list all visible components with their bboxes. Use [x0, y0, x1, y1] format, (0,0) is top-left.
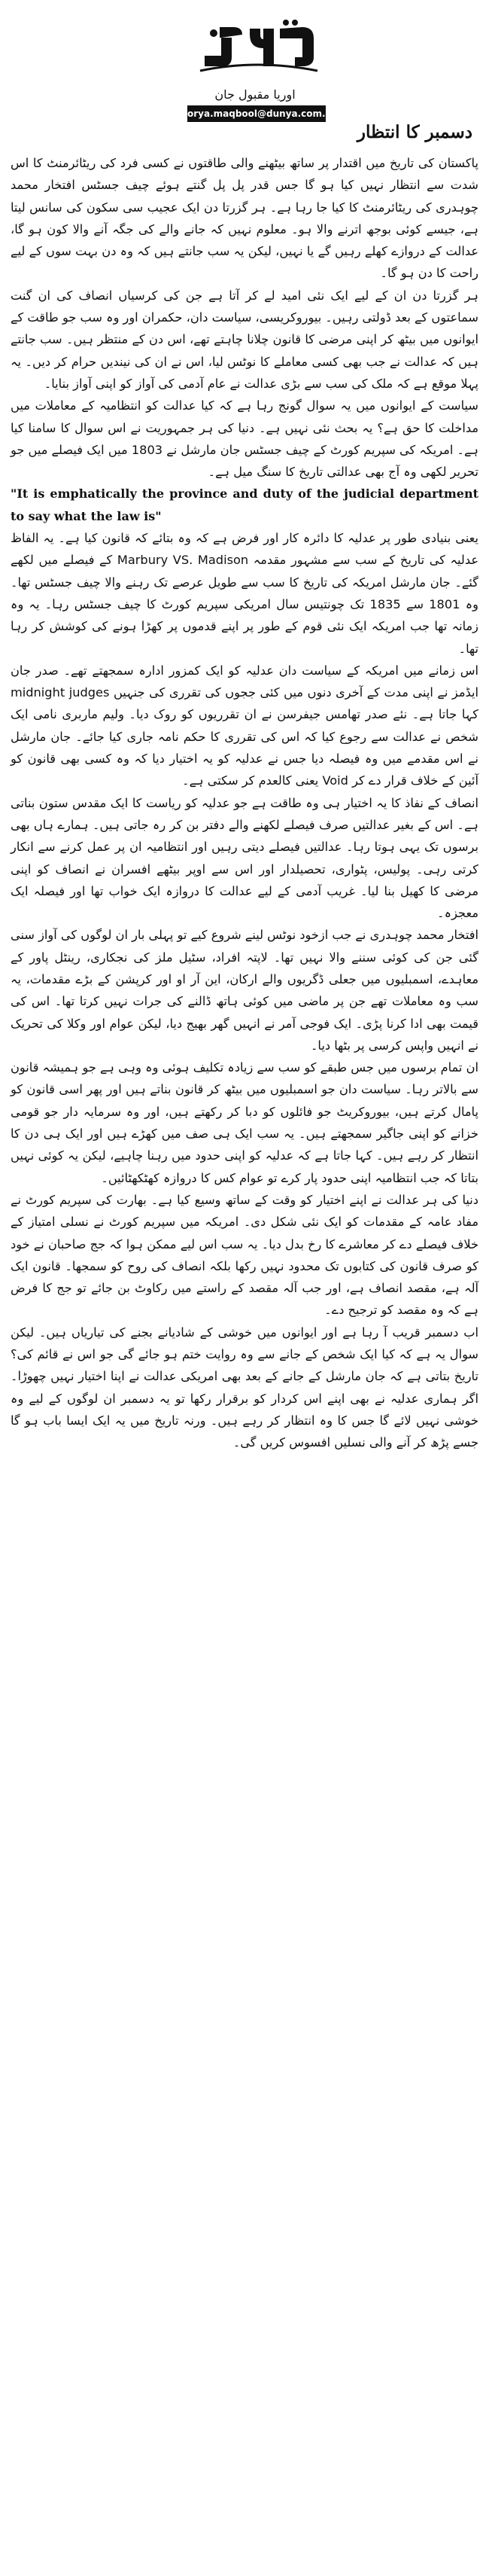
- article-paragraph: اب دسمبر قریب آ رہا ہے اور ایوانوں میں خوشی کے شادیانے بجنے کی تیاریاں ہیں۔ لیکن سوال یہ ہے کہ کیا ایک شخص کے جانے سے وہ روایت ختم ہو جائے گی جو اس نے قائم کی؟ تاریخ بتاتی ہے کہ جان مارشل کے جانے کے بعد بھی امریکی عدالت نے اپنا اختیار نہیں چھوڑا۔ اگر ہماری عدلیہ نے بھی اپنے اس کردار کو برقرار رکھا تو یہ دسمبر ان لوگوں کے لیے وہ خوشی نہیں لائے گا جس کا وہ انتظار کر رہے ہیں۔ ورنہ تاریخ میں یہ ایک ایسا باب ہو گا جسے پڑھ کر آنے والی نسلیں افسوس کریں گی۔: [11, 1325, 478, 1450]
- column-header: [11, 9, 478, 143]
- article-paragraph: اس زمانے میں امریکہ کے سیاست دان عدلیہ کو ایک کمزور ادارہ سمجھتے تھے۔ صدر جان ایڈمز نے اپنی مدت کے آخری دنوں میں کئی ججوں کی تقرری کی جنہیں midnight judges کہا جاتا ہے۔ نئے صدر تھامس جیفرسن نے ان تقرریوں کو روک دیا۔ ولیم ماربری نامی ایک شخص نے عدالت سے رجوع کیا کہ اس کی تقرری کا حکم نامہ جاری کیا جائے۔ جان مارشل نے اس مقدمے میں وہ فیصلہ دیا جس نے عدلیہ کو یہ اختیار دیا کہ وہ کسی بھی قانون کو آئین کے خلاف قرار دے کر Void یعنی کالعدم کر سکتی ہے۔: [11, 663, 479, 788]
- article-paragraph: سیاست کے ایوانوں میں یہ سوال گونج رہا ہے کہ کیا عدالت کو انتظامیہ کے معاملات میں مداخلت کا حق ہے؟ یہ بحث نئی نہیں ہے۔ دنیا کی ہر جمہوریت نے اس سوال کا سامنا کیا ہے۔ امریکہ کی سپریم کورٹ کے چیف جسٹس جان مارشل نے 1803 میں ایک فیصلے میں جو تحریر لکھی وہ آج بھی عدالتی تاریخ کا سنگ میل ہے۔: [11, 398, 478, 480]
- column-logo: [190, 12, 322, 80]
- article-paragraph: افتخار محمد چوہدری نے جب ازخود نوٹس لینے شروع کیے تو پہلی بار ان لوگوں کی آواز سنی گئی جن کی کوئی سننے والا نہیں تھا۔ لاپتہ افراد، سٹیل ملز کی نجکاری، رینٹل پاور کے معاہدے، اسمبلیوں میں جعلی ڈگریوں والے ارکان، این آر او اور کرپشن کے بڑے مقدمات، یہ سب وہ معاملات تھے جن پر ماضی میں کوئی ہاتھ ڈالنے کی جرات نہیں کرتا تھا۔ اس کی قیمت بھی ادا کرنا پڑی۔ ایک فوجی آمر نے انہیں گھر بھیج دیا، لیکن عوام اور وکلا کی تحریک نے انہیں واپس کرسی پر بٹھا دیا۔: [10, 928, 478, 1053]
- article-paragraph: دنیا کی ہر عدالت نے اپنے اختیار کو وقت کے ساتھ وسیع کیا ہے۔ بھارت کی سپریم کورٹ نے مفاد عامہ کے مقدمات کو ایک نئی شکل دی۔ امریکہ میں سپریم کورٹ نے نسلی امتیاز کے خلاف فیصلے دے کر معاشرے کا رخ بدل دیا۔ یہ سب اس لیے ممکن ہوا کہ جج صاحبان نے خود کو صرف قانون کی کتابوں تک محدود نہیں رکھا بلکہ انصاف کی روح کو سمجھا۔ قانون ایک آلہ ہے، مقصد انصاف ہے، اور جب آلہ مقصد کے راستے میں رکاوٹ بن جائے تو جج کا فرض ہے کہ وہ مقصد کو ترجیح دے۔: [11, 1192, 478, 1318]
- column-headline: دسمبر کا انتظار: [357, 122, 472, 142]
- author-email[interactable]: orya.maqbool@dunya.com.pk: [187, 105, 326, 122]
- article-paragraph: ہر گزرتا دن ان کے لیے ایک نئی امید لے کر آتا ہے جن کی کرسیاں انصاف کی ان گنت سماعتوں کے بعد ڈولتی رہیں۔ بیوروکریسی، سیاست دان، حکمران اور وہ سب جو طاقت کے ایوانوں میں بیٹھ کر اپنی مرضی کا قانون چلانا چاہتے تھے، اس دن کے منتظر ہیں۔ سب جانتے ہیں کہ عدالت نے جب بھی کسی معاملے کا نوٹس لیا، اس نے ان کی نیندیں حرام کر دیں۔ یہ پہلا موقع ہے کہ ملک کی سب سے بڑی عدالت نے عام آدمی کی آواز کو اپنی آواز بنایا۔: [11, 288, 478, 391]
- column-logo-icon: [190, 12, 322, 80]
- article-paragraph: پاکستان کی تاریخ میں اقتدار پر ساتھ بیٹھنے والی طاقتوں نے کسی فرد کی ریٹائرمنٹ کا اس شدت سے انتظار نہیں کیا ہو گا جس قدر پل پل گنتے ہوئے چیف جسٹس افتخار محمد چوہدری کی ریٹائرمنٹ کا کیا جا رہا ہے۔ ہر گزرتا دن ایک عجیب سی سکون کی سانس لیتا ہے، جیسے کوئی بوجھ اترنے والا ہو۔ معلوم نہیں کہ جانے والے کی جگہ آنے والا کون ہو گا، عدالت کے دروازے کھلے رہیں گے یا نہیں، لیکن یہ سب جانتے ہیں کہ وہ دن بہت سوں کے لیے راحت کا دن ہو گا۔: [11, 156, 478, 281]
- article-quote: "It is emphatically the province and duty of the judicial department to say what the law is": [11, 486, 478, 523]
- author-name: اوریا مقبول جان: [214, 87, 296, 102]
- article-paragraph: ان تمام برسوں میں جس طبقے کو سب سے زیادہ تکلیف ہوئی وہ وہی ہے جو ہمیشہ قانون سے بالاتر رہا۔ سیاست دان جو اسمبلیوں میں بیٹھ کر قانون بناتے ہیں اور پھر اسی قانون کو پامال کرتے ہیں، بیوروکریٹ جو فائلوں کو دبا کر رکھتے ہیں، اور وہ سرمایہ دار جو قومی خزانے کو اپنی جاگیر سمجھتے ہیں۔ یہ سب ایک ہی صف میں کھڑے ہیں اور ایک ہی دن کا انتظار کر رہے ہیں۔ کہا جاتا ہے کہ عدلیہ کو اپنی حدود میں رہنا چاہیے، لیکن یہ کوئی نہیں بتاتا کہ جب انتظامیہ اپنی حدود پار کرے تو عوام کس کا دروازہ کھٹکھٹائیں۔: [11, 1060, 478, 1185]
- article-paragraph: انصاف کے نفاذ کا یہ اختیار ہی وہ طاقت ہے جو عدلیہ کو ریاست کا ایک مقدس ستون بناتی ہے۔ اس کے بغیر عدالتیں صرف فیصلے لکھنے والے دفتر بن کر رہ جاتی ہیں۔ ہمارے ہاں بھی برسوں تک یہی ہوتا رہا۔ عدالتیں فیصلے دیتی رہیں اور انتظامیہ ان پر عمل کرنے سے انکار کرتی رہی۔ پولیس، پٹواری، تحصیلدار اور اس سے اوپر بیٹھے افسران نے انصاف کو اپنی مرضی کا کھیل بنا لیا۔ غریب آدمی کے لیے عدالت کا دروازہ ایک خواب تھا اور فیصلہ ایک معجزہ۔: [11, 795, 478, 921]
- article-paragraph: یعنی بنیادی طور پر عدلیہ کا دائرہ کار اور فرض ہے کہ وہ بتائے کہ قانون کیا ہے۔ یہ الفاظ عدلیہ کی تاریخ کے سب سے مشہور مقدمہ Marbury VS. Madison کے فیصلے میں لکھے گئے۔ جان مارشل امریکہ کی تاریخ کا سب سے طویل عرصے تک رہنے والا چیف جسٹس تھا۔ وہ 1801 سے 1835 تک چونتیس سال امریکی سپریم کورٹ کا چیف جسٹس رہا۔ یہ وہ زمانہ تھا جب امریکہ ایک نئی قوم کے طور پر اپنے قدموں پر کھڑا ہونے کی کوشش کر رہا تھا۔: [11, 531, 478, 656]
- article-body: [11, 152, 478, 1454]
